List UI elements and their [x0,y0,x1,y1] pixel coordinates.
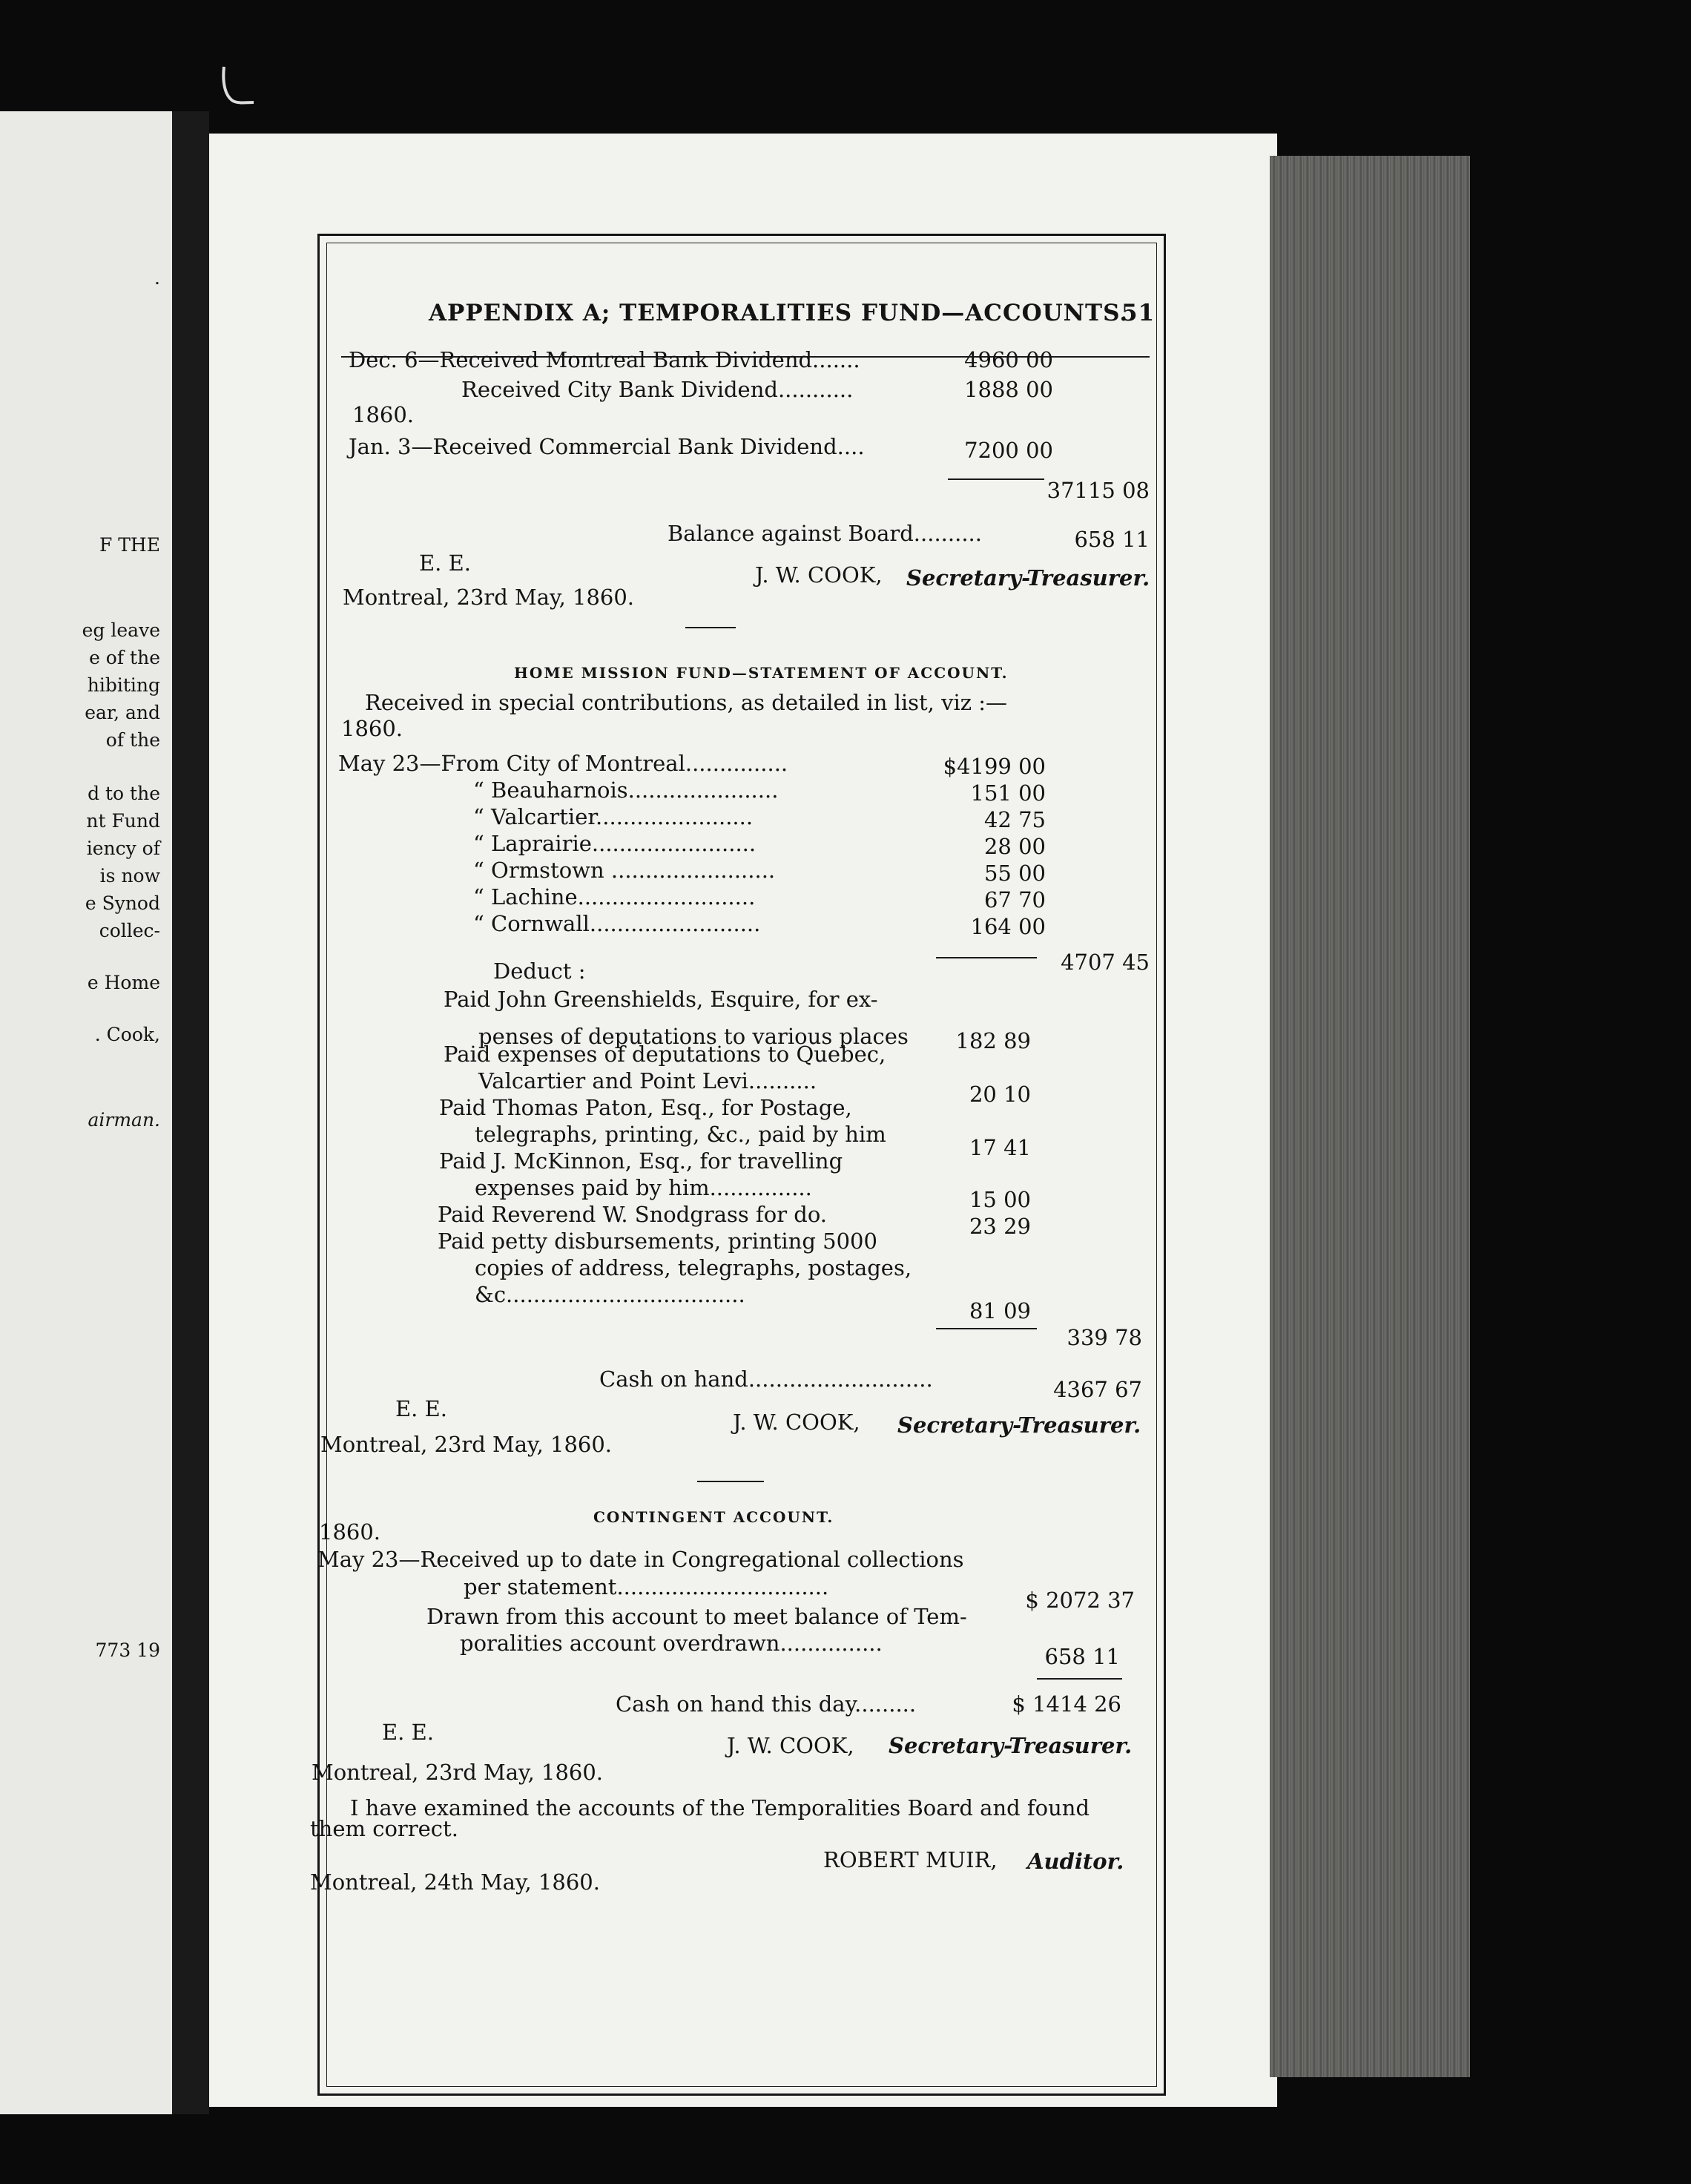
left-page-line: 773 19 [95,1639,160,1661]
sum-rule [936,1328,1037,1329]
deduction-amount: 15 00 [969,1187,1031,1212]
contribution-amount: $4199 00 [943,754,1046,779]
place-date: Montreal, 23rd May, 1860. [320,1432,613,1457]
signature-title: Secretary-Treasurer. [897,1412,1141,1438]
contribution-row: “ Beauharnois...................... [473,777,779,803]
temporalities-row: 1860. [352,402,415,427]
contribution-row: “ Laprairie........................ [473,831,756,856]
left-page-line: hibiting [87,674,160,696]
place-date: Montreal, 23rd May, 1860. [312,1760,604,1785]
temporalities-amount: 4960 00 [964,347,1053,372]
contingent-amount: $ 2072 37 [1025,1588,1135,1613]
left-facing-page [0,111,178,2114]
contribution-row: “ Lachine.......................... [473,884,756,910]
left-page-line: e Synod [85,892,160,914]
contingent-amount: 658 11 [1044,1644,1120,1669]
ee-initials: E. E. [395,1396,447,1421]
page-header-title: APPENDIX A; TEMPORALITIES FUND—ACCOUNTS. [429,300,1129,326]
left-page-line: collec- [99,920,160,941]
deduct-label: Deduct : [493,958,586,984]
deduction-line: Paid Thomas Paton, Esq., for Postage, [439,1095,852,1120]
balance-amount: 658 11 [1074,527,1150,552]
signature-name: J. W. COOK, [733,1410,860,1435]
contingent-cash-amount: $ 1414 26 [1012,1691,1121,1717]
ee-initials: E. E. [419,550,471,576]
section-separator [697,1481,764,1482]
book-gutter [172,111,209,2114]
deduction-amount: 182 89 [955,1028,1031,1053]
signature-name: J. W. COOK, [755,562,883,588]
home-mission-year: 1860. [341,716,403,741]
contribution-row: “ Cornwall......................... [473,911,761,936]
contingent-cash-label: Cash on hand this day......... [616,1691,917,1717]
contribution-amount: 55 00 [983,861,1046,886]
temporalities-amount: 1888 00 [964,377,1053,402]
place-date: Montreal, 23rd May, 1860. [343,585,635,610]
left-page-line: . Cook, [94,1024,160,1045]
audit-statement: I have examined the accounts of the Temporalities Board and found [350,1795,1090,1820]
contingent-title: CONTINGENT ACCOUNT. [593,1508,834,1526]
temporalities-row: Jan. 3—Received Commercial Bank Dividend.... [349,434,865,459]
auditor-title: Auditor. [1027,1849,1124,1874]
auditor-name: ROBERT MUIR, [823,1847,998,1872]
sum-rule [948,478,1044,480]
cash-label: Cash on hand........................... [599,1366,933,1392]
contribution-amount: 151 00 [970,780,1046,806]
page-number: 51 [1121,300,1156,326]
deduction-amount: 17 41 [969,1135,1031,1160]
home-mission-title: HOME MISSION FUND—STATEMENT OF ACCOUNT. [514,664,1009,682]
deduction-line: penses of deputations to various places [478,1024,909,1049]
contributions-total: 4707 45 [1061,950,1150,975]
deduction-line: copies of address, telegraphs, postages, [475,1255,912,1280]
pencil-mark-icon [220,65,257,110]
ee-initials: E. E. [382,1720,434,1745]
deduction-line: &c................................... [475,1282,745,1307]
temporalities-subtotal: 37115 08 [1046,478,1150,503]
left-page-line: of the [105,729,160,751]
contribution-row: “ Valcartier....................... [473,804,754,829]
left-page-line: . [154,267,160,289]
left-page-line: e of the [89,647,160,668]
contingent-line: poralities account overdrawn............... [460,1631,883,1656]
contribution-row: “ Ormstown ........................ [473,858,776,883]
left-page-line: airman. [88,1109,160,1131]
temporalities-row: Dec. 6—Received Montreal Bank Dividend....... [349,347,860,372]
left-page-line: F THE [99,534,160,556]
balance-label: Balance against Board.......... [668,521,982,546]
contingent-line: May 23—Received up to date in Congregational collections [317,1547,964,1572]
contingent-line: Drawn from this account to meet balance of Tem- [426,1604,967,1629]
book-page-edges [1270,156,1470,2077]
deduction-line: telegraphs, printing, &c., paid by him [475,1122,886,1147]
section-separator [685,627,736,628]
signature-title: Secretary-Treasurer. [906,565,1150,591]
left-page-line: ear, and [85,702,160,723]
deduction-line: Valcartier and Point Levi.......... [478,1068,817,1093]
deduction-line: Paid John Greenshields, Esquire, for ex- [444,987,878,1012]
home-mission-intro: Received in special contributions, as detailed in list, viz :— [365,690,1008,715]
deduction-amount: 23 29 [969,1214,1031,1239]
left-page-line: nt Fund [86,810,160,832]
signature-name: J. W. COOK, [727,1733,854,1758]
contingent-line: per statement............................... [464,1574,829,1599]
sum-rule [1037,1678,1122,1680]
deduction-line: Paid petty disbursements, printing 5000 [438,1228,877,1254]
deduction-amount: 81 09 [969,1298,1031,1323]
contribution-amount: 67 70 [983,887,1046,912]
temporalities-row: Received City Bank Dividend........... [461,377,854,402]
contribution-amount: 164 00 [970,914,1046,939]
left-page-line: eg leave [82,619,160,641]
place-date: Montreal, 24th May, 1860. [310,1869,600,1895]
left-page-line: is now [99,865,160,887]
cash-amount: 4367 67 [1053,1377,1142,1402]
left-page-line: e Home [87,972,160,993]
temporalities-amount: 7200 00 [964,438,1053,463]
left-page-line: iency of [86,838,160,859]
deduction-line: expenses paid by him............... [475,1175,812,1200]
deductions-total: 339 78 [1067,1325,1142,1350]
deduction-line: Paid expenses of deputations to Quebec, [444,1042,886,1067]
deduction-line: Paid Reverend W. Snodgrass for do. [438,1202,828,1227]
signature-title: Secretary-Treasurer. [889,1733,1133,1758]
deduction-line: Paid J. McKinnon, Esq., for travelling [439,1148,843,1174]
sum-rule [936,957,1037,958]
contribution-amount: 42 75 [983,807,1046,832]
contingent-year: 1860. [319,1519,381,1545]
audit-statement: them correct. [310,1816,458,1841]
contribution-amount: 28 00 [983,834,1046,859]
deduction-amount: 20 10 [969,1082,1031,1107]
left-page-line: d to the [88,783,160,804]
contribution-row: May 23—From City of Montreal............... [338,751,788,776]
